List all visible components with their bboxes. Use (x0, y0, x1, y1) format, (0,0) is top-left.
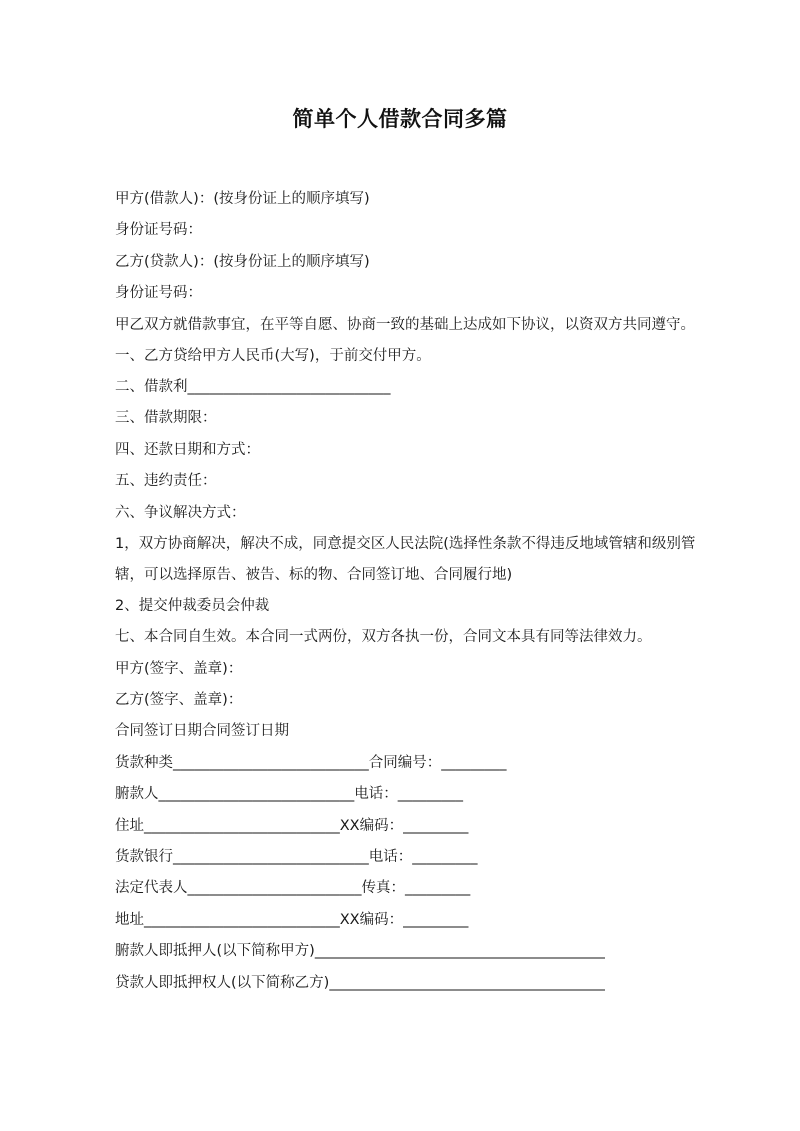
party-b-signature: 乙方(签字、盖章)： (115, 692, 243, 709)
clause-5: 五、违约责任： (115, 473, 217, 490)
party-a-signature: 甲方(签字、盖章)： (115, 660, 243, 677)
agreement-intro: 甲乙双方就借款事宜，在平等自愿、协商一致的基础上达成如下协议，以资双方共同遵守。 (115, 316, 695, 333)
loan-type-field: 货款种类___________________________合同编号：_________ (115, 754, 507, 771)
mortgagee-field: 贷款人即抵押权人(以下简称乙方)______________________________________ (115, 974, 605, 991)
dispute-option-2: 2、提交仲裁委员会仲裁 (115, 597, 270, 614)
address-field: 住址___________________________XX编码：_________ (115, 817, 469, 834)
clause-7: 七、本合同自生效。本合同一式两份，双方各执一份，合同文本具有同等法律效力。 (115, 629, 652, 646)
clause-6: 六、争议解决方式： (115, 504, 246, 521)
party-b-id-line: 身份证号码： (115, 285, 202, 302)
clause-2: 二、借款利____________________________ (115, 378, 391, 395)
party-a-id-line: 身份证号码： (115, 222, 202, 239)
document-body (83, 184, 723, 999)
dispute-option-1: 1，双方协商解决，解决不成，同意提交区人民法院(选择性条款不得违反地域管辖和级别管辖，可以选择原告、被告、标的物、合同签订地、合同履行地) (115, 535, 696, 583)
legal-rep-field: 法定代表人________________________传真：_________ (115, 880, 471, 897)
party-b-line: 乙方(贷款人)：(按身份证上的顺序填写) (115, 253, 370, 270)
clause-3: 三、借款期限： (115, 410, 217, 427)
mortgagor-field: 腑款人即抵押人(以下简称甲方)________________________________________ (115, 943, 605, 960)
borrower-field: 腑款人___________________________电话：_________ (115, 786, 463, 803)
document-title: 简单个人借款合同多篇 (292, 107, 508, 131)
address-field-2: 地址___________________________XX编码：_________ (115, 911, 469, 928)
clause-4: 四、还款日期和方式： (115, 441, 260, 458)
party-a-line: 甲方(借款人)：(按身份证上的顺序填写) (115, 191, 370, 207)
clause-1: 一、乙方贷给甲方人民币(大写)，于前交付甲方。 (115, 347, 431, 364)
signing-date: 合同签订日期合同签订日期 (115, 723, 289, 740)
bank-field: 货款银行___________________________电话：_________ (115, 849, 478, 866)
